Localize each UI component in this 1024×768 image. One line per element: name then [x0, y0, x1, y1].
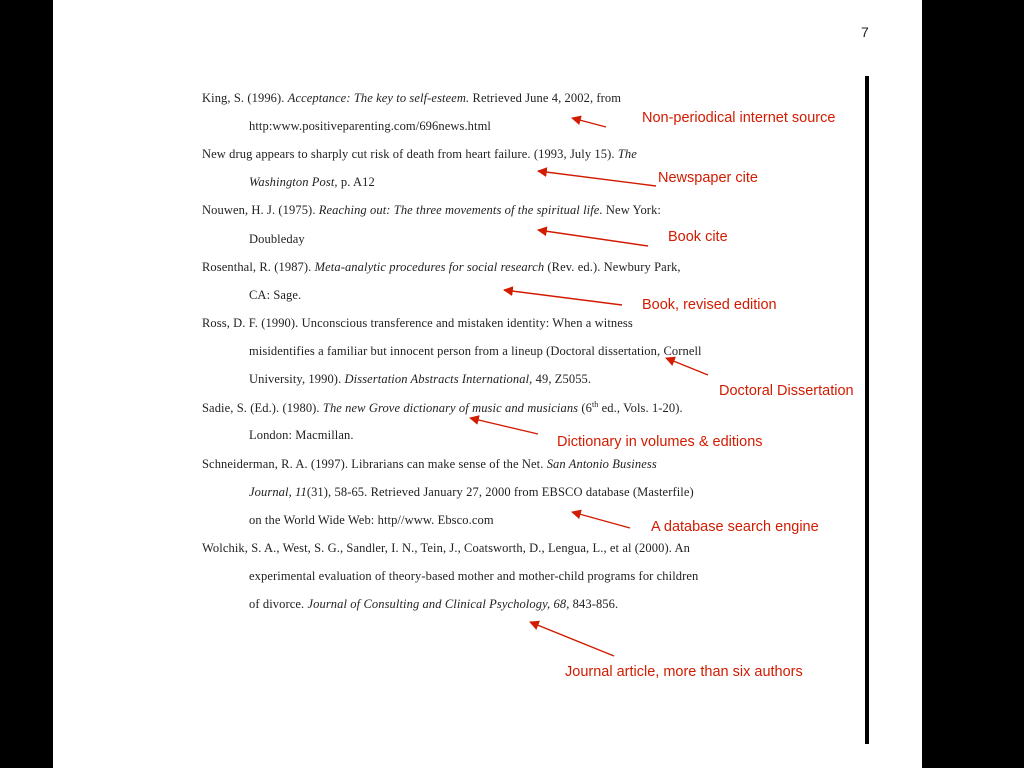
reference-text: (31), 58-65. Retrieved January 27, 2000 from EBSCO database (Masterfile)	[306, 485, 694, 499]
reference-text: Retrieved June 4, 2002, from	[469, 91, 622, 105]
reference-text: Doubleday	[249, 232, 305, 246]
reference-line	[249, 175, 375, 190]
reference-text: Ross, D. F. (1990). Unconscious transference and mistaken identity: When a witness	[202, 316, 633, 330]
reference-text: University, 1990).	[249, 372, 345, 386]
annotation-dictionary: Dictionary in volumes & editions	[557, 434, 763, 450]
reference-text: 49, Z5055.	[532, 372, 592, 386]
reference-line	[202, 400, 683, 416]
reference-italic-text: The	[617, 147, 637, 161]
reference-text: on the World Wide Web: http//www. Ebsco.com	[249, 513, 494, 527]
reference-line	[249, 428, 354, 443]
annotation-dissertation: Doctoral Dissertation	[719, 383, 854, 399]
reference-text: of divorce.	[249, 597, 308, 611]
reference-text: th	[591, 400, 599, 409]
reference-line	[249, 232, 305, 247]
reference-text: New York:	[602, 203, 661, 217]
reference-italic-text: Reaching out: The three movements of the spiritual life.	[318, 203, 603, 217]
reference-italic-text: Washington Post,	[249, 175, 338, 189]
reference-text: ed., Vols. 1-20).	[598, 401, 683, 416]
reference-italic-text: Meta-analytic procedures for social research	[314, 260, 545, 274]
annotation-journal: Journal article, more than six authors	[565, 664, 803, 680]
reference-text: Nouwen, H. J. (1975).	[202, 203, 319, 217]
reference-italic-text: Journal, 11	[249, 485, 307, 499]
reference-italic-text: San Antonio Business	[546, 457, 657, 471]
reference-text: (6	[578, 401, 592, 416]
reference-line	[249, 569, 698, 584]
reference-text: Wolchik, S. A., West, S. G., Sandler, I. N., Tein, J., Coatsworth, D., Lengua, L., et al (2000). An	[202, 541, 690, 555]
annotation-internet-source: Non-periodical internet source	[642, 110, 836, 126]
reference-text: Rosenthal, R. (1987).	[202, 260, 315, 274]
reference-text: 843-856.	[569, 597, 619, 611]
reference-line	[249, 597, 618, 612]
reference-italic-text: Journal of Consulting and Clinical Psychology, 68,	[307, 597, 570, 611]
annotation-revised-edition: Book, revised edition	[642, 297, 777, 313]
reference-line	[249, 344, 702, 359]
annotation-database: A database search engine	[651, 519, 819, 535]
reference-text: CA: Sage.	[249, 288, 302, 302]
reference-text: Schneiderman, R. A. (1997). Librarians can make sense of the Net.	[202, 457, 547, 471]
reference-text: London: Macmillan.	[249, 428, 354, 442]
reference-text: misidentifies a familiar but innocent person from a lineup (Doctoral dissertation, Cornell	[249, 344, 702, 358]
reference-line	[202, 541, 690, 556]
annotation-book: Book cite	[668, 229, 728, 245]
annotation-newspaper: Newspaper cite	[658, 170, 758, 186]
reference-line	[249, 372, 591, 387]
reference-line	[249, 119, 491, 134]
margin-bar	[865, 76, 869, 744]
reference-text: (Rev. ed.). Newbury Park,	[544, 260, 681, 274]
reference-text: p. A12	[337, 175, 375, 189]
reference-line	[249, 288, 301, 303]
reference-line	[202, 203, 661, 218]
reference-text: New drug appears to sharply cut risk of death from heart failure. (1993, July 15).	[202, 147, 618, 161]
reference-italic-text: The new Grove dictionary of music and musicians	[322, 401, 579, 416]
reference-line	[202, 147, 637, 162]
reference-line	[202, 457, 657, 472]
reference-line	[249, 485, 694, 500]
reference-line	[202, 91, 621, 106]
reference-text: King, S. (1996).	[202, 91, 288, 105]
reference-text: Sadie, S. (Ed.). (1980).	[202, 401, 323, 416]
reference-text: experimental evaluation of theory-based mother and mother-child programs for children	[249, 569, 699, 583]
page-number: 7	[861, 24, 869, 40]
reference-line	[202, 260, 681, 275]
reference-italic-text: Dissertation Abstracts International,	[344, 372, 533, 386]
reference-line	[249, 513, 494, 528]
reference-italic-text: Acceptance: The key to self-esteem.	[287, 91, 470, 105]
reference-text: http:www.positiveparenting.com/696news.html	[249, 119, 492, 133]
reference-line	[202, 316, 633, 331]
